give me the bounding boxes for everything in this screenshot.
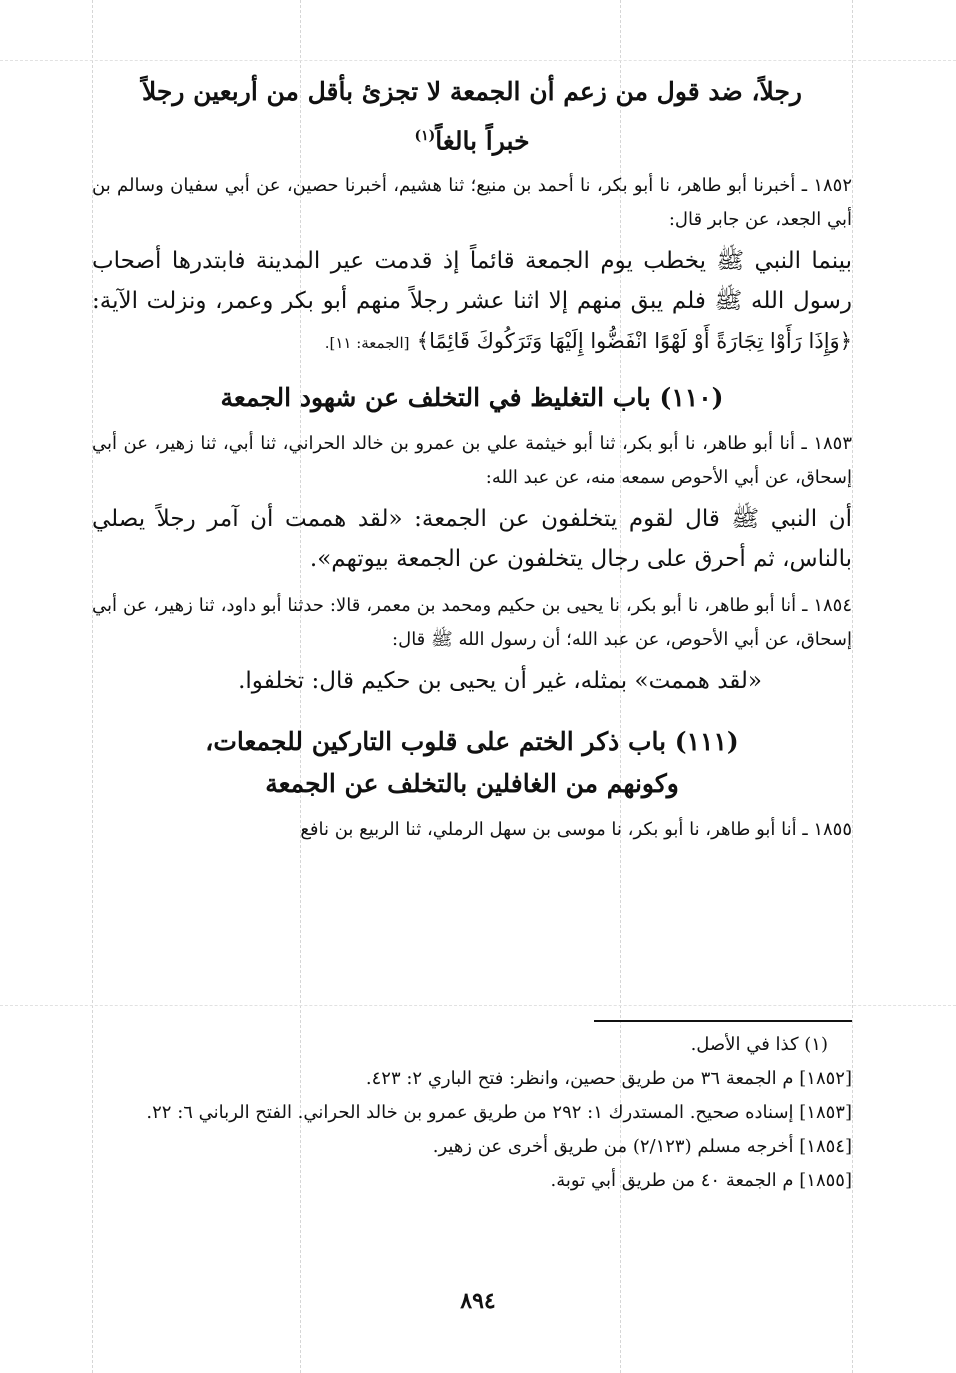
hadith-1854-text: «لقد هممت» بمثله، غير أن يحيى بن حكيم قال: تخلفوا.	[238, 668, 762, 695]
hadith-1854-chain: ١٨٥٤ ـ أنا أبو طاهر، نا أبو بكر، نا يحيى بن حكيم ومحمد بن معمر، قالا: حدثنا أبو داود، ثنا زهير، عن أبي إسحاق، عن أبي الأحوص، عن عبد الله؛ أن رسول الله ﷺ قال:	[92, 595, 852, 651]
footnotes-section	[92, 1020, 852, 1198]
chapter-111-title	[92, 721, 852, 805]
hadith-1852-chain: ١٨٥٢ ـ أخبرنا أبو طاهر، نا أبو بكر، نا أحمد بن منيع؛ ثنا هشيم، أخبرنا حصين، عن أبي سفيان وسالم بن أبي الجعد، عن جابر قال:	[92, 175, 852, 231]
page-number: ٨٩٤	[460, 1288, 496, 1314]
hadith-1852-text	[92, 241, 852, 363]
top-heading-line-1: رجلاً، ضد قول من زعم أن الجمعة لا تجزئ بأقل من أربعين رجلاً	[142, 77, 802, 106]
chapter-111-line-2: وكونهم من الغافلين بالتخلف عن الجمعة	[265, 769, 679, 799]
page-body	[92, 70, 852, 847]
footnote-1853: [١٨٥٣] إسناده صحيح. المستدرك ١: ٢٩٢ من طريق عمرو بن خالد الحراني. الفتح الرباني ٦: ٢٢.	[146, 1102, 852, 1123]
hadith-1853-text: أن النبي ﷺ قال لقوم يتخلفون عن الجمعة: «لقد هممت أن آمر رجلاً يصلي بالناس، ثم أحرق على رجال يتخلفون عن الجمعة بيوتهم».	[92, 506, 852, 573]
top-heading-line-2	[92, 114, 852, 163]
footnote-rule	[594, 1020, 852, 1022]
footnote-1854: [١٨٥٤] أخرجه مسلم (٢/١٢٣) من طريق أخرى عن زهير.	[432, 1136, 852, 1157]
top-heading	[92, 70, 852, 163]
footnote-1: (١) كذا في الأصل.	[690, 1034, 828, 1055]
hadith-1855-chain: ١٨٥٥ ـ أنا أبو طاهر، نا أبو بكر، نا موسى بن سهل الرملي، ثنا الربيع بن نافع	[300, 819, 852, 841]
quran-verse: ﴿وَإِذَا رَأَوْا تِجَارَةً أَوْ لَهْوًا انْفَضُّوا إِلَيْهَا وَتَرَكُوكَ قَائِمًا﴾	[416, 329, 852, 354]
verse-reference: [الجمعة: ١١].	[324, 334, 410, 353]
chapter-110-title: (١١٠) باب التغليظ في التخلف عن شهود الجمعة	[220, 383, 724, 413]
chapter-111-line-1: (١١١) باب ذكر الختم على قلوب التاركين للجمعات،	[205, 727, 739, 757]
footnote-1855: [١٨٥٥] م الجمعة ٤٠ من طريق أبي توبة.	[550, 1170, 852, 1191]
footnote-mark: (١)	[414, 128, 436, 144]
footnote-1852: [١٨٥٢] م الجمعة ٣٦ من طريق حصين، وانظر: فتح الباري ٢: ٤٢٣.	[365, 1068, 852, 1089]
top-heading-line-2-text: خبراً بالغاً	[435, 126, 530, 156]
hadith-1853-chain: ١٨٥٣ ـ أنا أبو طاهر، نا أبو بكر، ثنا أبو خيثمة علي بن عمرو بن خالد الحراني، ثنا أبي، ثنا زهير، عن أبي إسحاق، عن أبي الأحوص سمعه منه، عن عبد الله:	[92, 433, 852, 489]
hadith-1852-matn: بينما النبي ﷺ يخطب يوم الجمعة قائماً إذ قدمت عير المدينة فابتدرها أصحاب رسول الله ﷺ فلم يبق منهم إلا اثنا عشر رجلاً منهم أبو بكر وعمر، ونزلت الآية:	[92, 248, 852, 315]
